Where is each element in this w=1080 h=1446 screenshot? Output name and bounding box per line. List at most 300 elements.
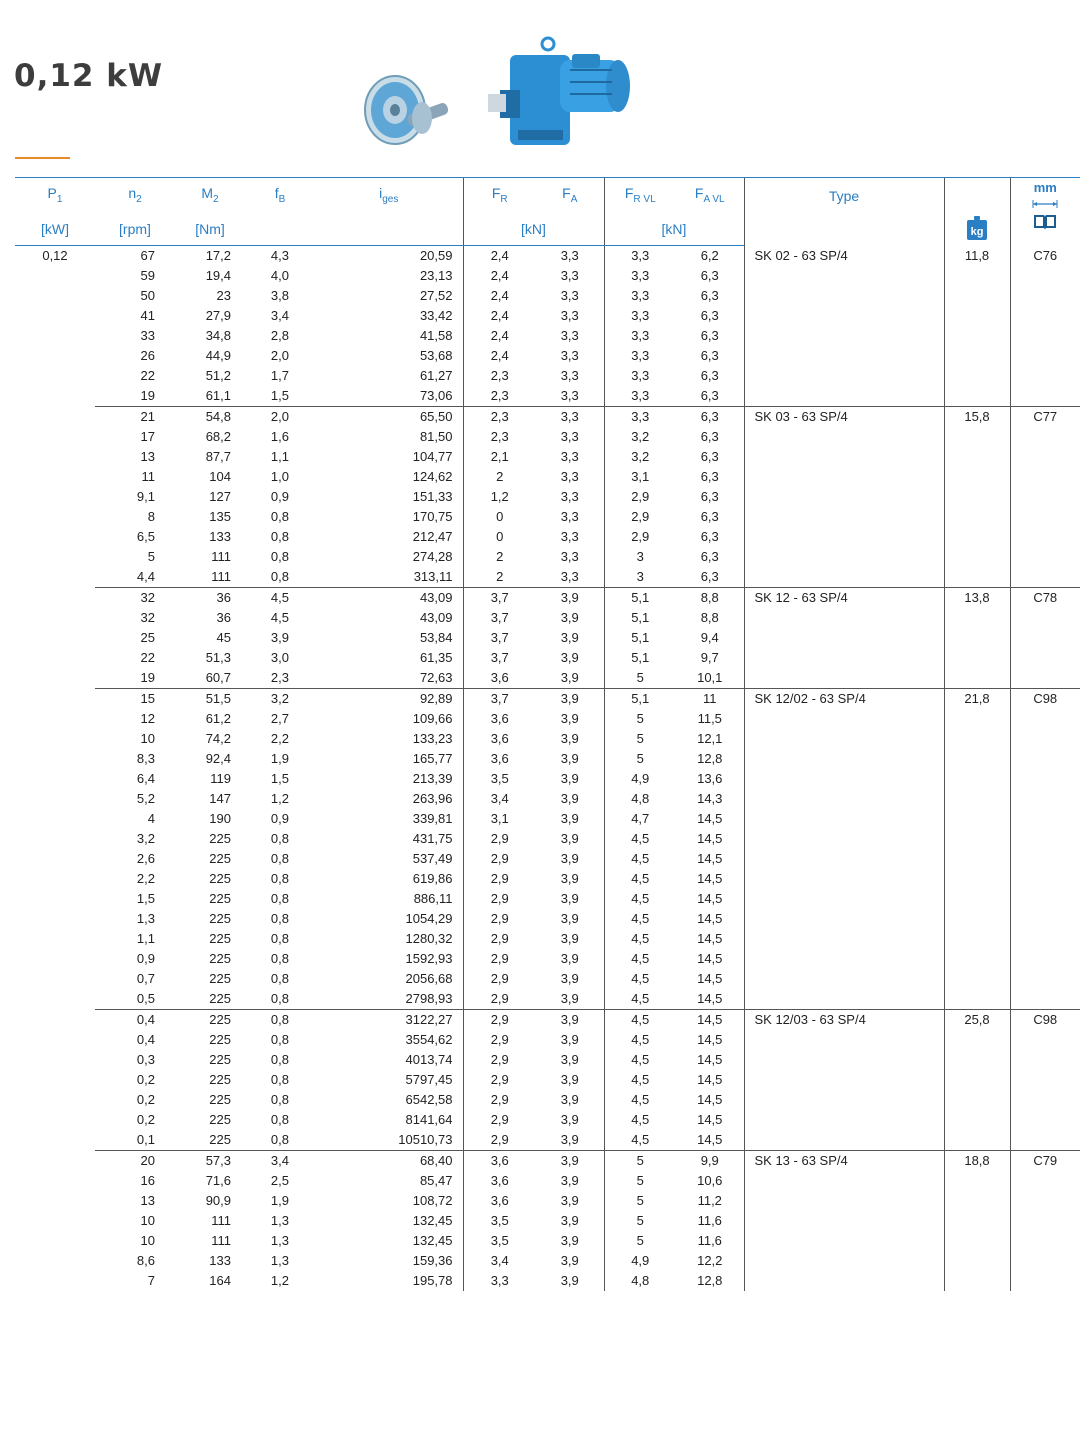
fb-value: 1,3 (270, 1213, 289, 1228)
col-p1-unit: [kW] (15, 212, 95, 246)
fa-value: 3,3 (560, 529, 579, 544)
favl-value: 6,3 (700, 429, 719, 444)
fb-value: 0,8 (270, 971, 289, 986)
favl-value: 14,5 (697, 1072, 723, 1087)
fr-value: 0 (496, 509, 504, 524)
fr-value: 2,9 (490, 991, 509, 1006)
frvl-value: 5,1 (631, 691, 650, 706)
fb-value: 0,8 (270, 931, 289, 946)
iges-value: 33,42 (419, 308, 453, 323)
gear-type-cell: SK 12/02 - 63 SP/4 (744, 689, 944, 1010)
iges-value: 195,78 (412, 1273, 453, 1288)
fr-value: 2,1 (490, 449, 509, 464)
fb-value: 3,4 (270, 308, 289, 323)
fa-value: 3,3 (560, 288, 579, 303)
page-title: 0,12 kW (14, 58, 164, 94)
col-fa-values (536, 246, 604, 407)
m2-value: 225 (209, 831, 231, 846)
iges-value: 8141,64 (405, 1112, 453, 1127)
m2-value: 54,8 (205, 409, 231, 424)
fr-value: 2,9 (490, 1132, 509, 1147)
gear-section-5 (15, 1151, 1080, 1292)
iges-value: 23,13 (419, 268, 453, 283)
dimension-arrow-icon (1011, 195, 1080, 205)
fa-value: 3,9 (560, 1253, 579, 1268)
iges-value: 4013,74 (405, 1052, 453, 1067)
frvl-value: 4,5 (631, 831, 650, 846)
n2-value: 15 (140, 691, 155, 706)
fr-value: 3,5 (490, 1233, 509, 1248)
n2-value: 10 (140, 1233, 155, 1248)
col-frvl-values (604, 588, 676, 689)
frvl-value: 4,5 (631, 1132, 650, 1147)
favl-value: 6,3 (700, 288, 719, 303)
fb-value: 0,8 (270, 991, 289, 1006)
m2-value: 133 (209, 1253, 231, 1268)
m2-value: 190 (209, 811, 231, 826)
fr-value: 3,3 (490, 1273, 509, 1288)
n2-value: 11 (141, 469, 155, 484)
fa-value: 3,9 (560, 931, 579, 946)
gear-type-cell: SK 02 - 63 SP/4 (744, 246, 944, 407)
favl-value: 8,8 (700, 590, 719, 605)
frvl-value: 4,5 (631, 851, 650, 866)
frvl-value: 3,3 (631, 248, 650, 263)
favl-value: 12,2 (697, 1253, 723, 1268)
favl-value: 6,3 (700, 549, 719, 564)
fa-value: 3,9 (560, 811, 579, 826)
fa-value: 3,3 (560, 248, 579, 263)
favl-value: 11 (703, 691, 717, 706)
fa-value: 3,9 (560, 1052, 579, 1067)
frvl-value: 3 (636, 549, 644, 564)
weight-cell: 25,8 (944, 1010, 1010, 1151)
iges-value: 1280,32 (405, 931, 453, 946)
col-iges-values (315, 246, 463, 407)
m2-value: 225 (209, 911, 231, 926)
n2-value: 50 (140, 288, 155, 303)
fa-value: 3,9 (560, 1173, 579, 1188)
fr-value: 3,7 (490, 650, 509, 665)
favl-value: 9,4 (700, 630, 719, 645)
fa-value: 3,9 (560, 1072, 579, 1087)
n2-value: 6,5 (136, 529, 155, 544)
favl-value: 14,3 (697, 791, 723, 806)
col-iges-values (315, 588, 463, 689)
fr-value: 2,3 (490, 429, 509, 444)
frvl-value: 3,3 (631, 308, 650, 323)
n2-value: 16 (140, 1173, 155, 1188)
fa-value: 3,3 (560, 328, 579, 343)
col-m2-values (175, 689, 245, 1010)
m2-value: 225 (209, 991, 231, 1006)
fr-value: 3,6 (490, 1193, 509, 1208)
n2-value: 8,3 (136, 751, 155, 766)
fb-value: 2,5 (270, 1173, 289, 1188)
frvl-value: 4,5 (631, 991, 650, 1006)
gear-wheel-icon (365, 76, 450, 144)
frvl-value: 4,5 (631, 911, 650, 926)
m2-value: 225 (209, 1112, 231, 1127)
fr-value: 2,9 (490, 871, 509, 886)
frvl-value: 3,2 (631, 449, 650, 464)
fb-value: 3,8 (270, 288, 289, 303)
fr-value: 3,7 (490, 590, 509, 605)
fb-value: 0,8 (270, 1072, 289, 1087)
fr-value: 2 (496, 469, 504, 484)
favl-value: 14,5 (697, 1052, 723, 1067)
m2-value: 133 (209, 529, 231, 544)
favl-value: 10,1 (697, 670, 723, 685)
col-m2-values (175, 1151, 245, 1292)
n2-value: 10 (140, 1213, 155, 1228)
favl-value: 6,3 (700, 388, 719, 403)
favl-value: 14,5 (697, 831, 723, 846)
m2-value: 225 (209, 851, 231, 866)
m2-value: 45 (216, 630, 231, 645)
favl-value: 6,3 (700, 529, 719, 544)
frvl-value: 4,5 (631, 1032, 650, 1047)
col-iges-values (315, 407, 463, 588)
fb-value: 1,7 (270, 368, 289, 383)
col-favl-values (676, 1151, 744, 1292)
fb-value: 0,8 (270, 871, 289, 886)
col-m2-values (175, 246, 245, 407)
m2-value: 61,2 (205, 711, 231, 726)
fb-value: 1,5 (270, 388, 289, 403)
fb-value: 0,9 (270, 489, 289, 504)
fb-value: 2,8 (270, 328, 289, 343)
m2-value: 61,1 (205, 388, 231, 403)
favl-value: 14,5 (697, 1112, 723, 1127)
n2-value: 26 (140, 348, 155, 363)
fr-value: 2,9 (490, 931, 509, 946)
dimension-page-cell: C76 (1010, 246, 1080, 407)
frvl-value: 5,1 (631, 590, 650, 605)
m2-value: 19,4 (205, 268, 231, 283)
favl-value: 14,5 (697, 1132, 723, 1147)
fa-value: 3,9 (560, 1213, 579, 1228)
power-cell (15, 1151, 95, 1292)
n2-value: 0,2 (136, 1072, 155, 1087)
fr-value: 3,1 (490, 811, 509, 826)
n2-value: 19 (140, 388, 155, 403)
iges-value: 61,35 (419, 650, 453, 665)
fa-value: 3,3 (560, 348, 579, 363)
favl-value: 14,5 (697, 911, 723, 926)
iges-value: 313,11 (413, 569, 453, 584)
n2-value: 9,1 (136, 489, 155, 504)
n2-value: 21 (140, 409, 155, 424)
title-accent-rule (15, 157, 70, 159)
iges-value: 159,36 (412, 1253, 453, 1268)
frvl-value: 4,5 (631, 1112, 650, 1127)
n2-value: 5,2 (136, 791, 155, 806)
fa-value: 3,9 (560, 951, 579, 966)
weight-cell: 13,8 (944, 588, 1010, 689)
m2-value: 92,4 (205, 751, 231, 766)
favl-value: 14,5 (697, 991, 723, 1006)
m2-value: 68,2 (205, 429, 231, 444)
frvl-value: 4,8 (631, 1273, 650, 1288)
fr-value: 2,9 (490, 1112, 509, 1127)
frvl-value: 4,5 (631, 1012, 650, 1027)
frvl-value: 4,5 (631, 891, 650, 906)
m2-value: 87,7 (205, 449, 231, 464)
m2-value: 27,9 (205, 308, 231, 323)
fa-value: 3,3 (560, 569, 579, 584)
col-weight-header (944, 178, 1010, 246)
fa-value: 3,3 (560, 509, 579, 524)
fb-value: 2,7 (270, 711, 289, 726)
favl-value: 14,5 (697, 951, 723, 966)
iges-value: 165,77 (412, 751, 453, 766)
favl-value: 6,3 (700, 308, 719, 323)
col-m2-unit: [Nm] (175, 212, 245, 246)
fa-value: 3,9 (560, 851, 579, 866)
dimension-page-cell: C77 (1010, 407, 1080, 588)
m2-value: 34,8 (205, 328, 231, 343)
n2-value: 22 (140, 368, 155, 383)
col-m2-values (175, 588, 245, 689)
fa-value: 3,9 (560, 1233, 579, 1248)
m2-value: 135 (209, 509, 231, 524)
col-fb-values (245, 1010, 315, 1151)
col-fb-values (245, 246, 315, 407)
n2-value: 4 (147, 811, 155, 826)
fa-value: 3,9 (560, 610, 579, 625)
favl-value: 8,8 (700, 610, 719, 625)
frvl-value: 4,9 (631, 771, 650, 786)
m2-value: 90,9 (205, 1193, 231, 1208)
fb-value: 1,5 (270, 771, 289, 786)
col-fr-values (463, 588, 536, 689)
favl-value: 6,2 (700, 248, 719, 263)
favl-value: 14,5 (697, 851, 723, 866)
m2-value: 111 (211, 569, 231, 584)
gear-motor-selection-table (15, 177, 1080, 1291)
iges-value: 274,28 (412, 549, 453, 564)
col-favl-header: $F_{A VL}$ (676, 178, 744, 213)
fb-value: 0,8 (270, 1052, 289, 1067)
fb-value: 4,5 (270, 590, 289, 605)
fa-value: 3,9 (560, 791, 579, 806)
n2-value: 41 (140, 308, 155, 323)
fb-value: 2,2 (270, 731, 289, 746)
fr-value: 2,4 (490, 288, 509, 303)
col-fa-values (536, 1010, 604, 1151)
fb-value: 2,0 (270, 409, 289, 424)
fr-value: 2,9 (490, 831, 509, 846)
col-iges-values (315, 1151, 463, 1292)
m2-value: 36 (216, 610, 231, 625)
favl-value: 11,2 (697, 1193, 722, 1208)
favl-value: 11,6 (697, 1213, 722, 1228)
fa-value: 3,9 (560, 1153, 579, 1168)
fa-value: 3,3 (560, 308, 579, 323)
fr-value: 3,6 (490, 751, 509, 766)
n2-value: 1,3 (136, 911, 155, 926)
favl-value: 6,3 (700, 348, 719, 363)
col-fa-values (536, 1151, 604, 1292)
fb-value: 1,3 (270, 1253, 289, 1268)
fr-value: 2,9 (490, 891, 509, 906)
fr-value: 2,3 (490, 388, 509, 403)
favl-value: 12,1 (697, 731, 723, 746)
iges-value: 108,72 (412, 1193, 453, 1208)
favl-value: 6,3 (700, 268, 719, 283)
m2-value: 225 (209, 1032, 231, 1047)
iges-value: 431,75 (412, 831, 453, 846)
fb-value: 1,2 (270, 791, 289, 806)
frvl-value: 5,1 (631, 630, 650, 645)
fb-value: 0,8 (270, 549, 289, 564)
iges-value: 2056,68 (405, 971, 453, 986)
mm-label: mm (1033, 180, 1057, 195)
fa-value: 3,9 (560, 871, 579, 886)
frvl-value: 5 (636, 751, 644, 766)
dimension-page-cell: C98 (1010, 689, 1080, 1010)
col-p1-header: $P_1$ (15, 178, 95, 213)
iges-value: 339,81 (412, 811, 453, 826)
fa-value: 3,9 (560, 1112, 579, 1127)
fr-value: 2,9 (490, 1092, 509, 1107)
fa-value: 3,9 (560, 691, 579, 706)
favl-value: 9,7 (700, 650, 719, 665)
fr-value: 3,6 (490, 731, 509, 746)
iges-value: 132,45 (412, 1233, 453, 1248)
iges-value: 3122,27 (405, 1012, 453, 1027)
iges-value: 65,50 (419, 409, 453, 424)
fb-value: 3,0 (270, 650, 289, 665)
col-n2-values (95, 1151, 175, 1292)
col-fr-values (463, 689, 536, 1010)
fa-value: 3,9 (560, 1132, 579, 1147)
iges-value: 20,59 (419, 248, 453, 263)
gear-type-cell: SK 12 - 63 SP/4 (744, 588, 944, 689)
m2-value: 23 (216, 288, 231, 303)
m2-value: 51,2 (205, 368, 231, 383)
fb-value: 1,9 (270, 1193, 289, 1208)
n2-value: 1,5 (136, 891, 155, 906)
n2-value: 10 (140, 731, 155, 746)
gear-section-0 (15, 246, 1080, 407)
m2-value: 44,9 (205, 348, 231, 363)
iges-value: 5797,45 (405, 1072, 453, 1087)
col-favl-values (676, 407, 744, 588)
fb-value: 1,9 (270, 751, 289, 766)
header-row-symbols (15, 178, 1080, 213)
m2-value: 111 (211, 1213, 231, 1228)
col-type-header: Type (744, 178, 944, 246)
n2-value: 13 (140, 1193, 155, 1208)
iges-value: 2798,93 (405, 991, 453, 1006)
favl-value: 6,3 (700, 368, 719, 383)
fb-value: 0,8 (270, 1012, 289, 1027)
frvl-value: 2,9 (631, 509, 650, 524)
col-frvl-values (604, 689, 676, 1010)
fa-value: 3,9 (560, 670, 579, 685)
col-frvl-values (604, 407, 676, 588)
m2-value: 36 (216, 590, 231, 605)
n2-value: 59 (140, 268, 155, 283)
m2-value: 57,3 (205, 1153, 231, 1168)
col-fa-header: $F_A$ (536, 178, 604, 213)
weight-kg-icon (967, 216, 987, 240)
dimension-page-cell: C98 (1010, 1010, 1080, 1151)
fb-value: 0,8 (270, 891, 289, 906)
iges-value: 61,27 (419, 368, 453, 383)
iges-value: 53,68 (419, 348, 453, 363)
iges-value: 133,23 (412, 731, 453, 746)
gear-section-4 (15, 1010, 1080, 1151)
n2-value: 0,5 (136, 991, 155, 1006)
fa-value: 3,9 (560, 1193, 579, 1208)
col-n2-values (95, 588, 175, 689)
frvl-value: 3,3 (631, 268, 650, 283)
favl-value: 6,3 (700, 509, 719, 524)
frvl-value: 4,5 (631, 1072, 650, 1087)
col-favl-values (676, 246, 744, 407)
iges-value: 73,06 (419, 388, 453, 403)
fa-value: 3,9 (560, 891, 579, 906)
n2-value: 0,2 (136, 1112, 155, 1127)
frvl-value: 4,7 (631, 811, 650, 826)
col-fb-values (245, 689, 315, 1010)
n2-value: 7 (147, 1273, 155, 1288)
frvl-value: 5 (636, 670, 644, 685)
col-n2-values (95, 1010, 175, 1151)
n2-value: 32 (140, 590, 155, 605)
col-fa-values (536, 407, 604, 588)
fb-value: 0,8 (270, 1132, 289, 1147)
frvl-value: 3,3 (631, 409, 650, 424)
frvl-value: 5 (636, 731, 644, 746)
iges-value: 1054,29 (405, 911, 453, 926)
m2-value: 60,7 (205, 670, 231, 685)
fr-value: 2,9 (490, 1032, 509, 1047)
fa-value: 3,9 (560, 771, 579, 786)
favl-value: 14,5 (697, 971, 723, 986)
m2-value: 111 (211, 1233, 231, 1248)
favl-value: 9,9 (700, 1153, 719, 1168)
col-fr-header: $F_R$ (463, 178, 536, 213)
fr-value: 2,4 (490, 308, 509, 323)
fa-value: 3,9 (560, 590, 579, 605)
fb-value: 0,8 (270, 831, 289, 846)
favl-value: 14,5 (697, 931, 723, 946)
fr-value: 2,3 (490, 368, 509, 383)
n2-value: 22 (140, 650, 155, 665)
power-cell (15, 689, 95, 1010)
col-frvl-values (604, 246, 676, 407)
fr-value: 2,4 (490, 268, 509, 283)
fb-value: 1,6 (270, 429, 289, 444)
fr-value: 3,7 (490, 630, 509, 645)
col-iges-values (315, 1010, 463, 1151)
fa-value: 3,9 (560, 1032, 579, 1047)
fr-value: 2,4 (490, 248, 509, 263)
m2-value: 127 (209, 489, 231, 504)
col-dim-header (1010, 178, 1080, 246)
m2-value: 119 (210, 771, 231, 786)
favl-value: 10,6 (697, 1173, 723, 1188)
iges-value: 212,47 (412, 529, 453, 544)
n2-value: 0,4 (136, 1032, 155, 1047)
n2-value: 25 (140, 630, 155, 645)
col-fa-values (536, 689, 604, 1010)
favl-value: 6,3 (700, 409, 719, 424)
